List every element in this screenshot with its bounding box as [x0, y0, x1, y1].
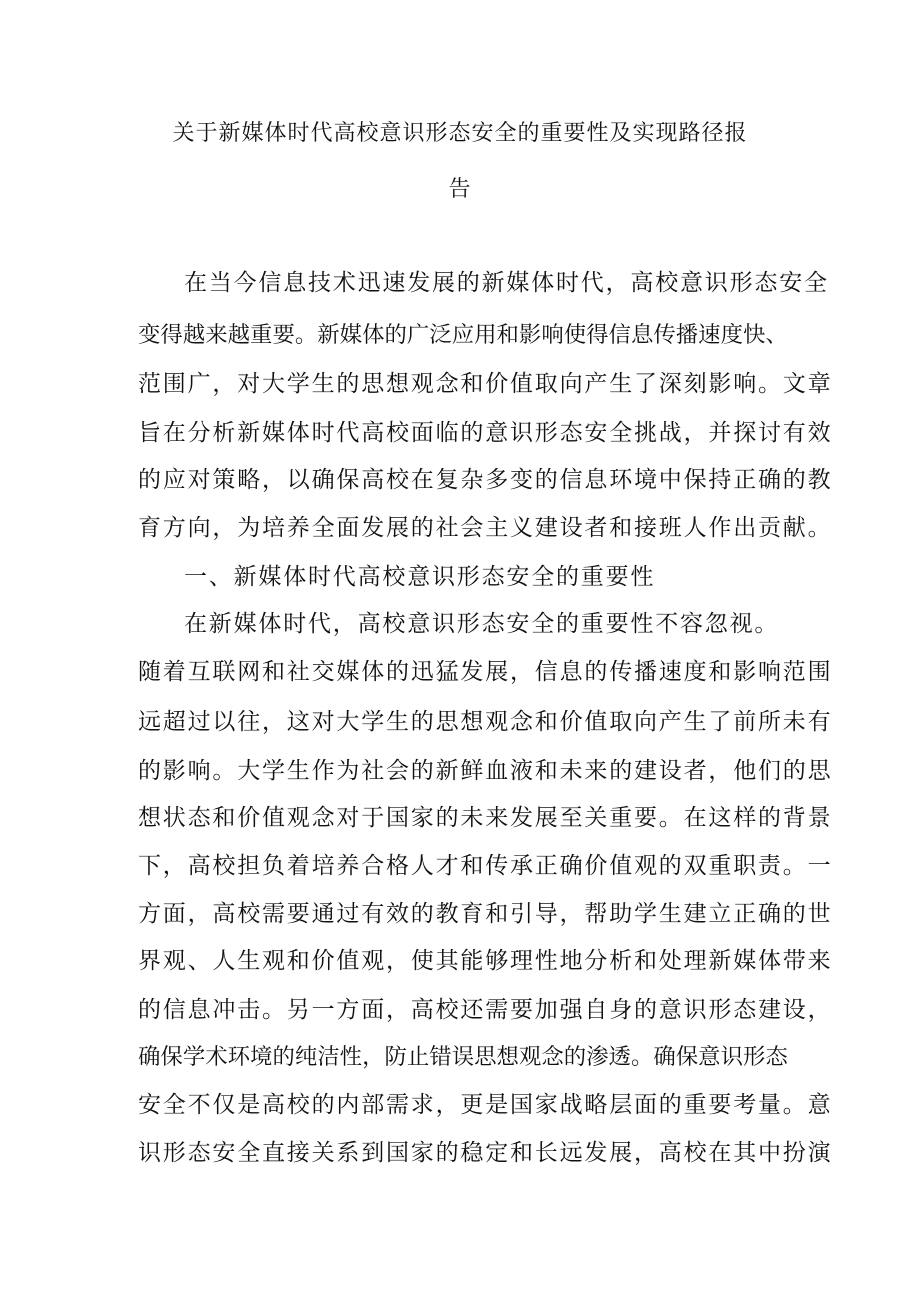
section-paragraph-line: 随着互联网和社交媒体的迅猛发展，信息的传播速度和影响范围	[138, 659, 833, 685]
section-paragraph-line: 远超过以往，这对大学生的思想观念和价值取向产生了前所未有	[138, 709, 833, 735]
section-paragraph-line: 安全不仅是高校的内部需求，更是国家战略层面的重要考量。意	[138, 1092, 833, 1118]
section-paragraph-line: 界观、人生观和价值观，使其能够理性地分析和处理新媒体带来	[138, 948, 833, 974]
document-title-line-1: 关于新媒体时代高校意识形态安全的重要性及实现路径报	[172, 121, 748, 146]
section-paragraph-line: 下，高校担负着培养合格人才和传承正确价值观的双重职责。一	[138, 853, 833, 879]
section-paragraph-line: 确保学术环境的纯洁性，防止错误思想观念的渗透。确保意识形态	[138, 1044, 788, 1070]
intro-paragraph-line: 在当今信息技术迅速发展的新媒体时代，高校意识形态安全	[184, 270, 829, 296]
intro-paragraph-line: 育方向，为培养全面发展的社会主义建设者和接班人作出贡献。	[138, 515, 833, 541]
section-paragraph-line: 方面，高校需要通过有效的教育和引导，帮助学生建立正确的世	[138, 901, 833, 927]
section-paragraph-line: 想状态和价值观念对于国家的未来发展至关重要。在这样的背景	[138, 805, 833, 831]
intro-paragraph-line: 旨在分析新媒体时代高校面临的意识形态安全挑战，并探讨有效	[138, 420, 833, 446]
section-paragraph-line: 的信息冲击。另一方面，高校还需要加强自身的意识形态建设，	[138, 997, 833, 1023]
intro-paragraph-line: 范围广，对大学生的思想观念和价值取向产生了深刻影响。文章	[138, 371, 833, 397]
section-paragraph-line: 的影响。大学生作为社会的新鲜血液和未来的建设者，他们的思	[138, 758, 833, 784]
intro-paragraph-line: 变得越来越重要。新媒体的广泛应用和影响使得信息传播速度快、	[138, 322, 788, 348]
section-paragraph-line: 在新媒体时代，高校意识形态安全的重要性不容忽视。	[184, 611, 780, 637]
intro-paragraph-line: 的应对策略，以确保高校在复杂多变的信息环境中保持正确的教	[138, 467, 833, 493]
section-paragraph-line: 识形态安全直接关系到国家的稳定和长远发展，高校在其中扮演	[138, 1140, 833, 1166]
section-heading: 一、新媒体时代高校意识形态安全的重要性	[184, 564, 656, 590]
document-title-line-2: 告	[448, 177, 472, 202]
